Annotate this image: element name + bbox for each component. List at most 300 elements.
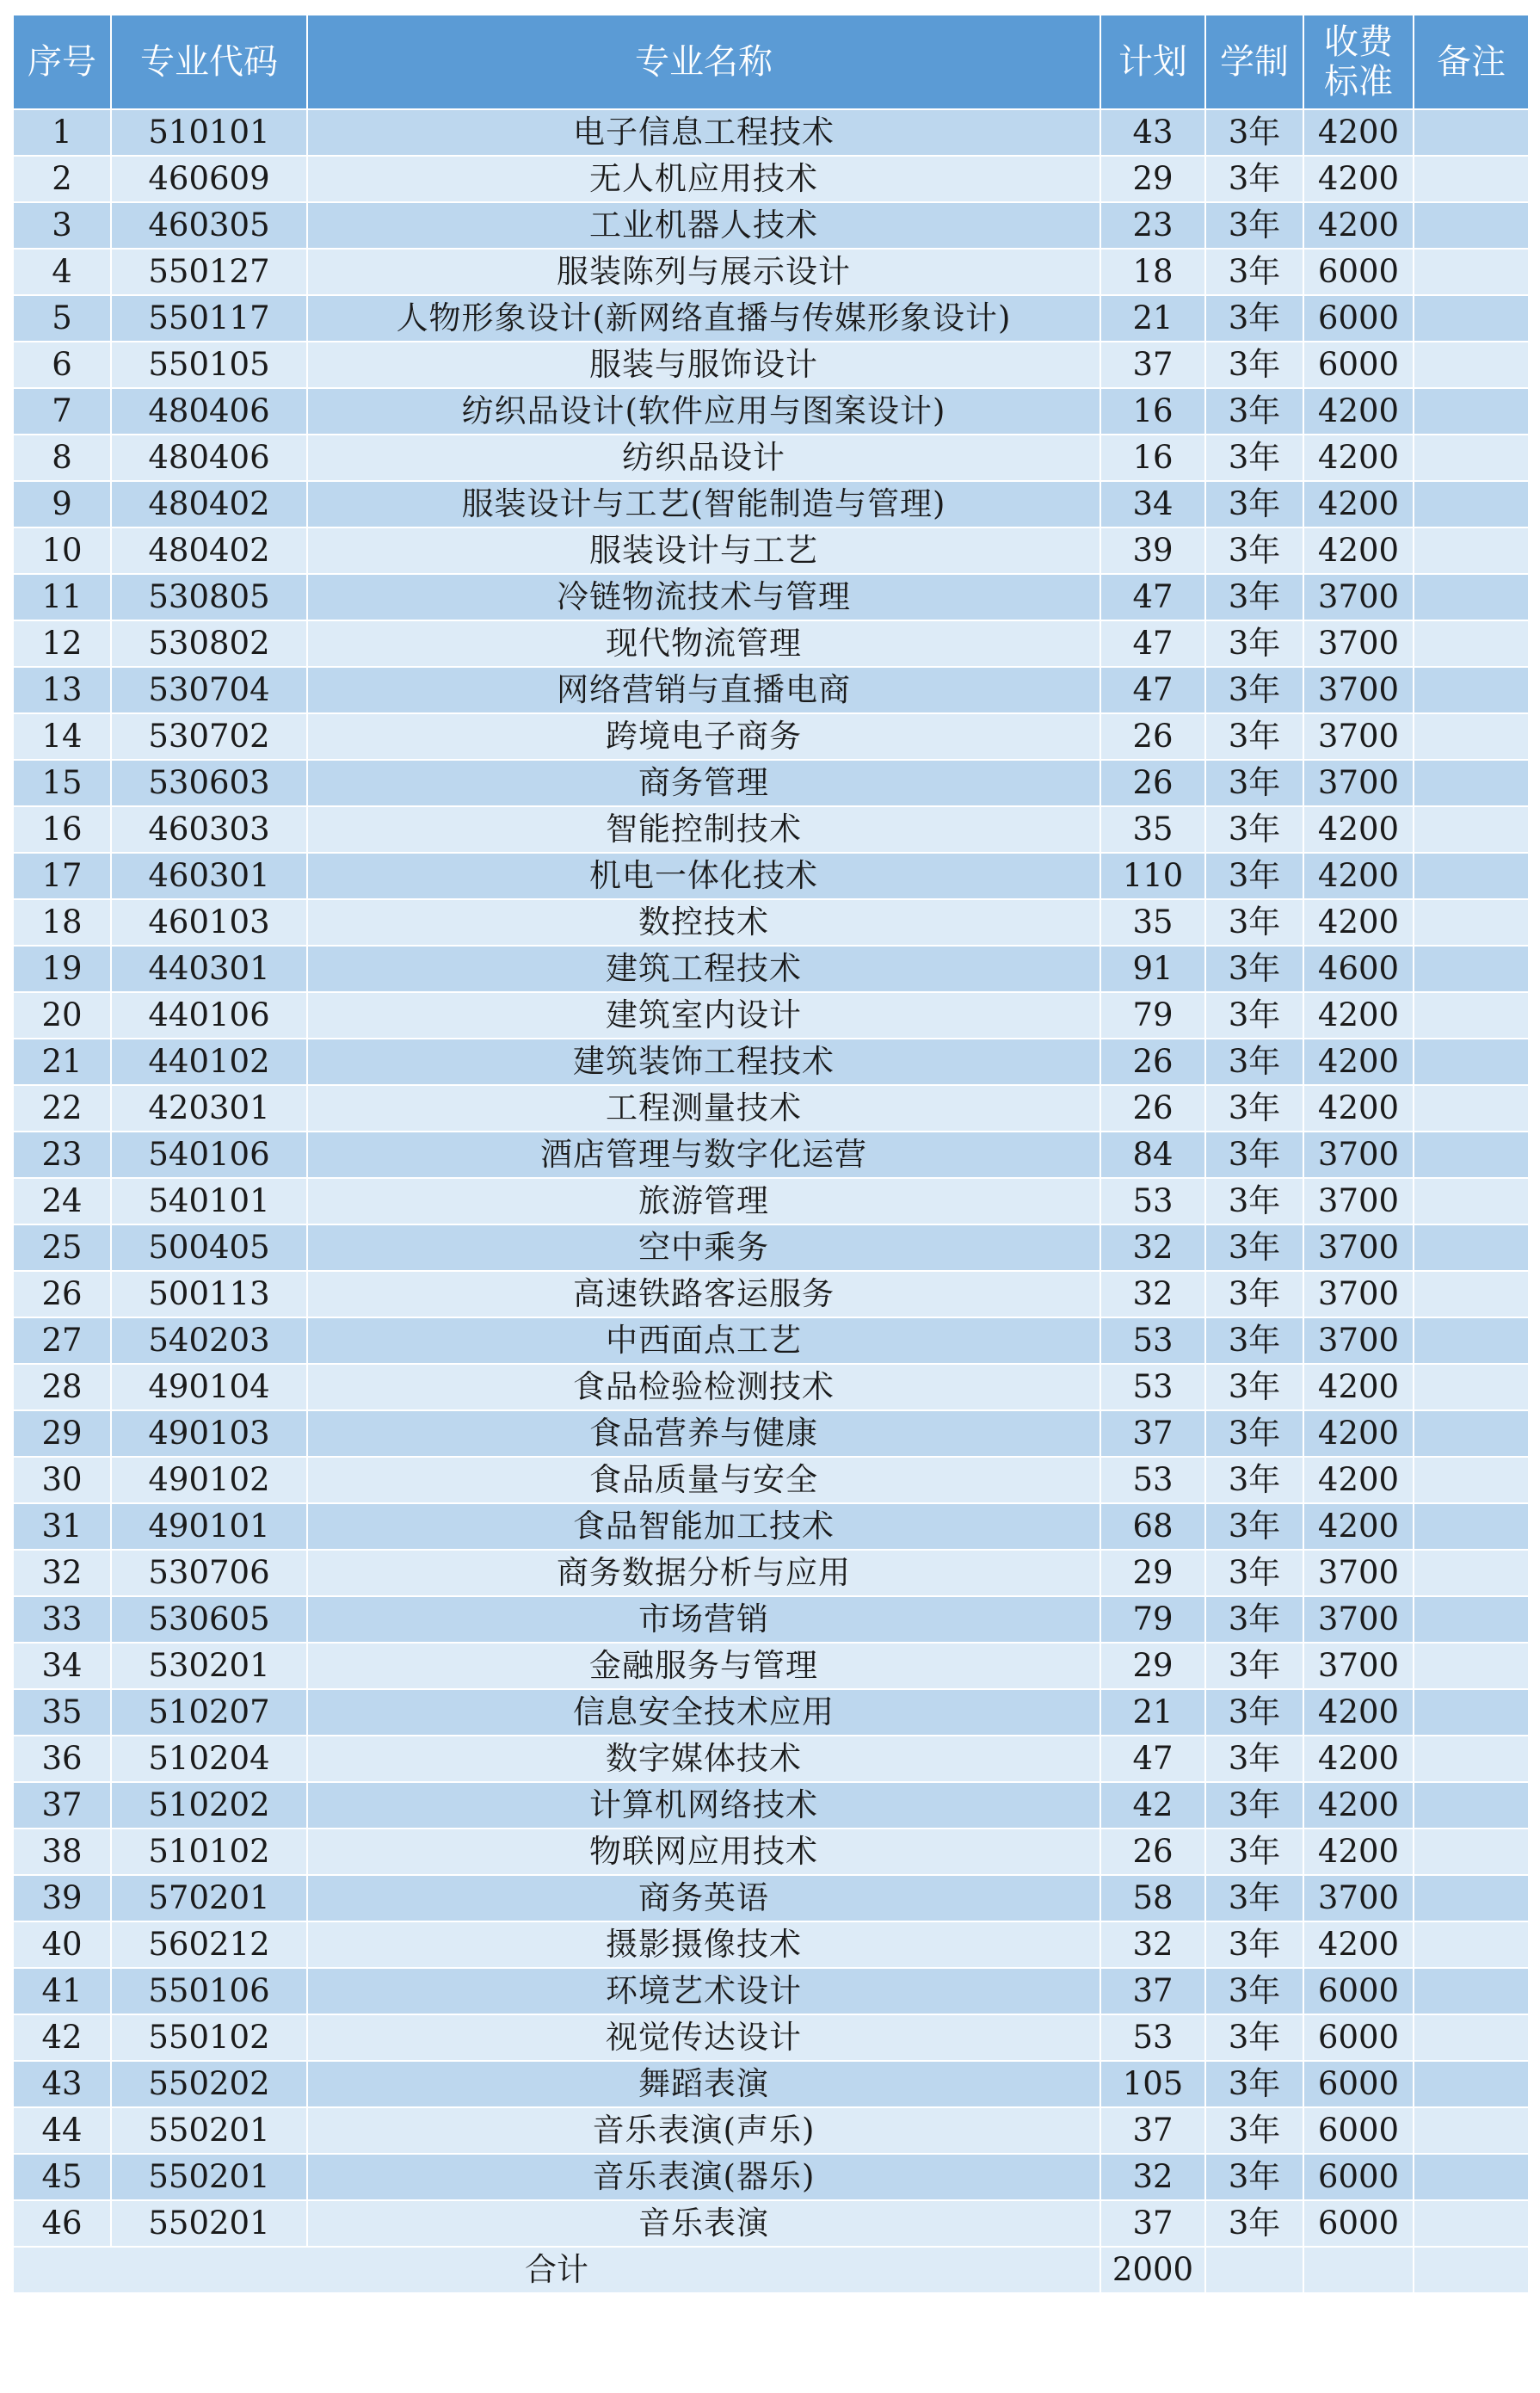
- cell-remark: [1414, 1457, 1529, 1503]
- cell-fee: 4200: [1303, 109, 1414, 156]
- cell-code: 420301: [111, 1085, 307, 1132]
- cell-plan: 32: [1100, 1271, 1205, 1317]
- cell-duration: 3年: [1205, 202, 1303, 249]
- cell-code: 550127: [111, 249, 307, 295]
- table-row: [13, 2107, 1529, 2154]
- table-row: [13, 527, 1529, 574]
- cell-index: 4: [13, 249, 111, 295]
- cell-plan: 16: [1100, 388, 1205, 435]
- cell-code: 480402: [111, 481, 307, 527]
- table-row: [13, 1085, 1529, 1132]
- cell-code: 550202: [111, 2061, 307, 2107]
- header-fee-line2: 标准: [1324, 62, 1393, 102]
- cell-name: 环境艺术设计: [307, 1968, 1100, 2014]
- cell-plan: 47: [1100, 1736, 1205, 1782]
- table-row: [13, 249, 1529, 295]
- cell-duration: 3年: [1205, 1317, 1303, 1364]
- cell-duration: 3年: [1205, 1224, 1303, 1271]
- cell-plan: 110: [1100, 853, 1205, 899]
- cell-index: 44: [13, 2107, 111, 2154]
- cell-remark: [1414, 202, 1529, 249]
- cell-duration: 3年: [1205, 156, 1303, 202]
- cell-fee: 6000: [1303, 2200, 1414, 2247]
- cell-name: 工程测量技术: [307, 1085, 1100, 1132]
- cell-name: 工业机器人技术: [307, 202, 1100, 249]
- cell-index: 45: [13, 2154, 111, 2200]
- cell-name: 音乐表演(器乐): [307, 2154, 1100, 2200]
- table-row: [13, 992, 1529, 1039]
- cell-duration: 3年: [1205, 1364, 1303, 1410]
- table-header: [13, 15, 1529, 109]
- table-body: [13, 109, 1529, 2247]
- table-row: [13, 342, 1529, 388]
- cell-fee: 3700: [1303, 1132, 1414, 1178]
- cell-duration: 3年: [1205, 620, 1303, 667]
- cell-index: 43: [13, 2061, 111, 2107]
- table-row: [13, 760, 1529, 806]
- cell-index: 24: [13, 1178, 111, 1224]
- cell-name: 物联网应用技术: [307, 1829, 1100, 1875]
- cell-code: 550105: [111, 342, 307, 388]
- cell-index: 27: [13, 1317, 111, 1364]
- cell-index: 41: [13, 1968, 111, 2014]
- cell-index: 18: [13, 899, 111, 946]
- cell-code: 530603: [111, 760, 307, 806]
- cell-index: 21: [13, 1039, 111, 1085]
- table-row: [13, 1782, 1529, 1829]
- cell-remark: [1414, 109, 1529, 156]
- cell-index: 19: [13, 946, 111, 992]
- cell-remark: [1414, 1317, 1529, 1364]
- cell-plan: 26: [1100, 1085, 1205, 1132]
- table-row: [13, 1410, 1529, 1457]
- cell-duration: 3年: [1205, 2154, 1303, 2200]
- cell-index: 37: [13, 1782, 111, 1829]
- cell-plan: 53: [1100, 1457, 1205, 1503]
- cell-remark: [1414, 667, 1529, 713]
- cell-name: 计算机网络技术: [307, 1782, 1100, 1829]
- cell-remark: [1414, 1550, 1529, 1596]
- cell-plan: 84: [1100, 1132, 1205, 1178]
- cell-fee: 4200: [1303, 202, 1414, 249]
- cell-fee: 4200: [1303, 156, 1414, 202]
- cell-code: 510102: [111, 1829, 307, 1875]
- cell-duration: 3年: [1205, 1689, 1303, 1736]
- cell-fee: 4200: [1303, 853, 1414, 899]
- cell-code: 510207: [111, 1689, 307, 1736]
- cell-code: 530704: [111, 667, 307, 713]
- cell-duration: 3年: [1205, 435, 1303, 481]
- table-row: [13, 1643, 1529, 1689]
- cell-code: 530702: [111, 713, 307, 760]
- cell-remark: [1414, 2154, 1529, 2200]
- cell-plan: 26: [1100, 713, 1205, 760]
- cell-fee: 4200: [1303, 1457, 1414, 1503]
- cell-index: 14: [13, 713, 111, 760]
- cell-duration: 3年: [1205, 295, 1303, 342]
- cell-code: 460305: [111, 202, 307, 249]
- cell-index: 10: [13, 527, 111, 574]
- cell-name: 建筑装饰工程技术: [307, 1039, 1100, 1085]
- cell-fee: 3700: [1303, 1224, 1414, 1271]
- cell-index: 28: [13, 1364, 111, 1410]
- cell-fee: 4200: [1303, 1503, 1414, 1550]
- cell-index: 40: [13, 1921, 111, 1968]
- cell-code: 490102: [111, 1457, 307, 1503]
- cell-duration: 3年: [1205, 1736, 1303, 1782]
- cell-fee: 4200: [1303, 1410, 1414, 1457]
- table-row: [13, 156, 1529, 202]
- cell-code: 570201: [111, 1875, 307, 1921]
- cell-name: 商务英语: [307, 1875, 1100, 1921]
- cell-plan: 68: [1100, 1503, 1205, 1550]
- cell-fee: 3700: [1303, 1271, 1414, 1317]
- cell-code: 540101: [111, 1178, 307, 1224]
- cell-code: 460103: [111, 899, 307, 946]
- cell-plan: 32: [1100, 2154, 1205, 2200]
- cell-plan: 32: [1100, 1921, 1205, 1968]
- cell-code: 440106: [111, 992, 307, 1039]
- cell-duration: 3年: [1205, 1271, 1303, 1317]
- cell-plan: 26: [1100, 760, 1205, 806]
- cell-remark: [1414, 853, 1529, 899]
- table-row: [13, 574, 1529, 620]
- cell-code: 530201: [111, 1643, 307, 1689]
- cell-remark: [1414, 992, 1529, 1039]
- cell-plan: 37: [1100, 1410, 1205, 1457]
- cell-index: 16: [13, 806, 111, 853]
- cell-name: 服装设计与工艺(智能制造与管理): [307, 481, 1100, 527]
- cell-plan: 47: [1100, 620, 1205, 667]
- total-label: 合计: [13, 2247, 1100, 2293]
- table-row: [13, 806, 1529, 853]
- cell-code: 530706: [111, 1550, 307, 1596]
- cell-remark: [1414, 295, 1529, 342]
- cell-duration: 3年: [1205, 1782, 1303, 1829]
- cell-index: 39: [13, 1875, 111, 1921]
- cell-plan: 37: [1100, 1968, 1205, 2014]
- cell-remark: [1414, 1039, 1529, 1085]
- cell-fee: 3700: [1303, 713, 1414, 760]
- cell-fee: 4200: [1303, 1736, 1414, 1782]
- cell-fee: 6000: [1303, 2154, 1414, 2200]
- cell-fee: 3700: [1303, 1875, 1414, 1921]
- table-row: [13, 2200, 1529, 2247]
- cell-code: 510202: [111, 1782, 307, 1829]
- cell-duration: 3年: [1205, 1643, 1303, 1689]
- cell-name: 服装与服饰设计: [307, 342, 1100, 388]
- cell-fee: 6000: [1303, 2061, 1414, 2107]
- cell-code: 510204: [111, 1736, 307, 1782]
- cell-plan: 53: [1100, 1317, 1205, 1364]
- table-row: [13, 1457, 1529, 1503]
- cell-index: 13: [13, 667, 111, 713]
- total-duration: [1205, 2247, 1303, 2293]
- cell-remark: [1414, 2107, 1529, 2154]
- cell-duration: 3年: [1205, 760, 1303, 806]
- cell-remark: [1414, 1689, 1529, 1736]
- cell-code: 510101: [111, 109, 307, 156]
- cell-plan: 26: [1100, 1039, 1205, 1085]
- cell-name: 食品质量与安全: [307, 1457, 1100, 1503]
- cell-duration: 3年: [1205, 1410, 1303, 1457]
- cell-fee: 4200: [1303, 1039, 1414, 1085]
- total-row: [13, 2247, 1529, 2293]
- cell-fee: 4200: [1303, 527, 1414, 574]
- cell-remark: [1414, 1271, 1529, 1317]
- enrollment-plan-table: [12, 14, 1530, 2294]
- cell-remark: [1414, 435, 1529, 481]
- cell-code: 550106: [111, 1968, 307, 2014]
- total-plan: 2000: [1100, 2247, 1205, 2293]
- cell-plan: 58: [1100, 1875, 1205, 1921]
- cell-name: 服装陈列与展示设计: [307, 249, 1100, 295]
- total-remark: [1414, 2247, 1529, 2293]
- cell-remark: [1414, 388, 1529, 435]
- cell-index: 32: [13, 1550, 111, 1596]
- table-row: [13, 2014, 1529, 2061]
- cell-fee: 4200: [1303, 435, 1414, 481]
- cell-plan: 32: [1100, 1224, 1205, 1271]
- header-name: 专业名称: [307, 15, 1100, 109]
- cell-fee: 3700: [1303, 620, 1414, 667]
- table-row: [13, 109, 1529, 156]
- cell-fee: 3700: [1303, 1550, 1414, 1596]
- cell-index: 35: [13, 1689, 111, 1736]
- cell-plan: 29: [1100, 156, 1205, 202]
- cell-code: 460303: [111, 806, 307, 853]
- cell-name: 纺织品设计: [307, 435, 1100, 481]
- cell-remark: [1414, 249, 1529, 295]
- cell-index: 9: [13, 481, 111, 527]
- table-row: [13, 946, 1529, 992]
- cell-name: 人物形象设计(新网络直播与传媒形象设计): [307, 295, 1100, 342]
- cell-code: 480406: [111, 435, 307, 481]
- cell-plan: 21: [1100, 1689, 1205, 1736]
- cell-remark: [1414, 899, 1529, 946]
- table-row: [13, 1875, 1529, 1921]
- cell-plan: 42: [1100, 1782, 1205, 1829]
- table-row: [13, 1921, 1529, 1968]
- cell-code: 530802: [111, 620, 307, 667]
- cell-duration: 3年: [1205, 1875, 1303, 1921]
- table-row: [13, 620, 1529, 667]
- table-row: [13, 2061, 1529, 2107]
- table-row: [13, 1503, 1529, 1550]
- cell-remark: [1414, 2014, 1529, 2061]
- cell-remark: [1414, 1968, 1529, 2014]
- cell-index: 22: [13, 1085, 111, 1132]
- cell-index: 20: [13, 992, 111, 1039]
- cell-index: 34: [13, 1643, 111, 1689]
- cell-index: 33: [13, 1596, 111, 1643]
- cell-code: 440102: [111, 1039, 307, 1085]
- table-row: [13, 1364, 1529, 1410]
- cell-name: 旅游管理: [307, 1178, 1100, 1224]
- header-fee-line1: 收费: [1324, 22, 1393, 62]
- cell-remark: [1414, 806, 1529, 853]
- cell-name: 食品智能加工技术: [307, 1503, 1100, 1550]
- cell-plan: 37: [1100, 342, 1205, 388]
- cell-fee: 4200: [1303, 1085, 1414, 1132]
- cell-duration: 3年: [1205, 249, 1303, 295]
- cell-fee: 4200: [1303, 1689, 1414, 1736]
- cell-duration: 3年: [1205, 1039, 1303, 1085]
- cell-name: 商务数据分析与应用: [307, 1550, 1100, 1596]
- cell-plan: 35: [1100, 899, 1205, 946]
- cell-name: 纺织品设计(软件应用与图案设计): [307, 388, 1100, 435]
- cell-index: 15: [13, 760, 111, 806]
- cell-fee: 3700: [1303, 1596, 1414, 1643]
- cell-fee: 6000: [1303, 295, 1414, 342]
- table-row: [13, 388, 1529, 435]
- cell-code: 560212: [111, 1921, 307, 1968]
- cell-code: 530805: [111, 574, 307, 620]
- header-plan: 计划: [1100, 15, 1205, 109]
- cell-name: 数控技术: [307, 899, 1100, 946]
- table-row: [13, 202, 1529, 249]
- cell-duration: 3年: [1205, 1457, 1303, 1503]
- cell-index: 17: [13, 853, 111, 899]
- cell-fee: 3700: [1303, 1317, 1414, 1364]
- cell-index: 46: [13, 2200, 111, 2247]
- cell-duration: 3年: [1205, 899, 1303, 946]
- cell-plan: 53: [1100, 1178, 1205, 1224]
- cell-name: 建筑室内设计: [307, 992, 1100, 1039]
- cell-remark: [1414, 760, 1529, 806]
- cell-duration: 3年: [1205, 388, 1303, 435]
- cell-remark: [1414, 527, 1529, 574]
- cell-name: 无人机应用技术: [307, 156, 1100, 202]
- cell-fee: 4600: [1303, 946, 1414, 992]
- cell-name: 空中乘务: [307, 1224, 1100, 1271]
- cell-duration: 3年: [1205, 2107, 1303, 2154]
- cell-duration: 3年: [1205, 1085, 1303, 1132]
- cell-duration: 3年: [1205, 2014, 1303, 2061]
- cell-plan: 47: [1100, 574, 1205, 620]
- cell-remark: [1414, 620, 1529, 667]
- cell-index: 31: [13, 1503, 111, 1550]
- cell-index: 25: [13, 1224, 111, 1271]
- cell-index: 3: [13, 202, 111, 249]
- table-row: [13, 1317, 1529, 1364]
- cell-remark: [1414, 574, 1529, 620]
- cell-code: 490103: [111, 1410, 307, 1457]
- cell-duration: 3年: [1205, 1132, 1303, 1178]
- header-code: 专业代码: [111, 15, 307, 109]
- table-row: [13, 1829, 1529, 1875]
- cell-index: 26: [13, 1271, 111, 1317]
- cell-name: 音乐表演(声乐): [307, 2107, 1100, 2154]
- cell-remark: [1414, 1410, 1529, 1457]
- cell-plan: 79: [1100, 992, 1205, 1039]
- cell-remark: [1414, 1875, 1529, 1921]
- cell-index: 1: [13, 109, 111, 156]
- cell-duration: 3年: [1205, 527, 1303, 574]
- cell-fee: 3700: [1303, 1643, 1414, 1689]
- cell-duration: 3年: [1205, 481, 1303, 527]
- cell-duration: 3年: [1205, 1550, 1303, 1596]
- cell-remark: [1414, 1503, 1529, 1550]
- cell-code: 550117: [111, 295, 307, 342]
- cell-duration: 3年: [1205, 2061, 1303, 2107]
- table-row: [13, 435, 1529, 481]
- cell-plan: 53: [1100, 1364, 1205, 1410]
- cell-remark: [1414, 156, 1529, 202]
- cell-name: 摄影摄像技术: [307, 1921, 1100, 1968]
- cell-name: 跨境电子商务: [307, 713, 1100, 760]
- cell-name: 音乐表演: [307, 2200, 1100, 2247]
- cell-name: 信息安全技术应用: [307, 1689, 1100, 1736]
- cell-remark: [1414, 1596, 1529, 1643]
- cell-fee: 3700: [1303, 574, 1414, 620]
- cell-code: 540203: [111, 1317, 307, 1364]
- header-row: [13, 15, 1529, 109]
- cell-code: 480406: [111, 388, 307, 435]
- table-row: [13, 1178, 1529, 1224]
- cell-duration: 3年: [1205, 1829, 1303, 1875]
- cell-duration: 3年: [1205, 1596, 1303, 1643]
- cell-name: 市场营销: [307, 1596, 1100, 1643]
- header-remark: 备注: [1414, 15, 1529, 109]
- cell-index: 11: [13, 574, 111, 620]
- cell-code: 530605: [111, 1596, 307, 1643]
- cell-name: 食品检验检测技术: [307, 1364, 1100, 1410]
- cell-name: 金融服务与管理: [307, 1643, 1100, 1689]
- cell-remark: [1414, 1085, 1529, 1132]
- cell-remark: [1414, 1132, 1529, 1178]
- cell-remark: [1414, 1736, 1529, 1782]
- cell-code: 490104: [111, 1364, 307, 1410]
- cell-code: 550102: [111, 2014, 307, 2061]
- cell-remark: [1414, 342, 1529, 388]
- cell-plan: 34: [1100, 481, 1205, 527]
- table-footer: [13, 2247, 1529, 2293]
- cell-name: 酒店管理与数字化运营: [307, 1132, 1100, 1178]
- cell-remark: [1414, 2200, 1529, 2247]
- cell-index: 38: [13, 1829, 111, 1875]
- cell-duration: 3年: [1205, 806, 1303, 853]
- cell-index: 6: [13, 342, 111, 388]
- cell-index: 30: [13, 1457, 111, 1503]
- cell-name: 智能控制技术: [307, 806, 1100, 853]
- cell-plan: 35: [1100, 806, 1205, 853]
- cell-index: 36: [13, 1736, 111, 1782]
- cell-duration: 3年: [1205, 574, 1303, 620]
- cell-plan: 43: [1100, 109, 1205, 156]
- cell-remark: [1414, 713, 1529, 760]
- cell-remark: [1414, 1921, 1529, 1968]
- table-row: [13, 1968, 1529, 2014]
- cell-fee: 4200: [1303, 992, 1414, 1039]
- cell-fee: 4200: [1303, 388, 1414, 435]
- total-fee: [1303, 2247, 1414, 2293]
- cell-duration: 3年: [1205, 667, 1303, 713]
- cell-duration: 3年: [1205, 1503, 1303, 1550]
- cell-duration: 3年: [1205, 713, 1303, 760]
- header-index: 序号: [13, 15, 111, 109]
- cell-plan: 79: [1100, 1596, 1205, 1643]
- cell-plan: 16: [1100, 435, 1205, 481]
- cell-duration: 3年: [1205, 1968, 1303, 2014]
- cell-fee: 4200: [1303, 1829, 1414, 1875]
- cell-fee: 6000: [1303, 342, 1414, 388]
- cell-index: 12: [13, 620, 111, 667]
- cell-duration: 3年: [1205, 2200, 1303, 2247]
- header-fee: [1303, 15, 1414, 109]
- cell-name: 网络营销与直播电商: [307, 667, 1100, 713]
- cell-index: 29: [13, 1410, 111, 1457]
